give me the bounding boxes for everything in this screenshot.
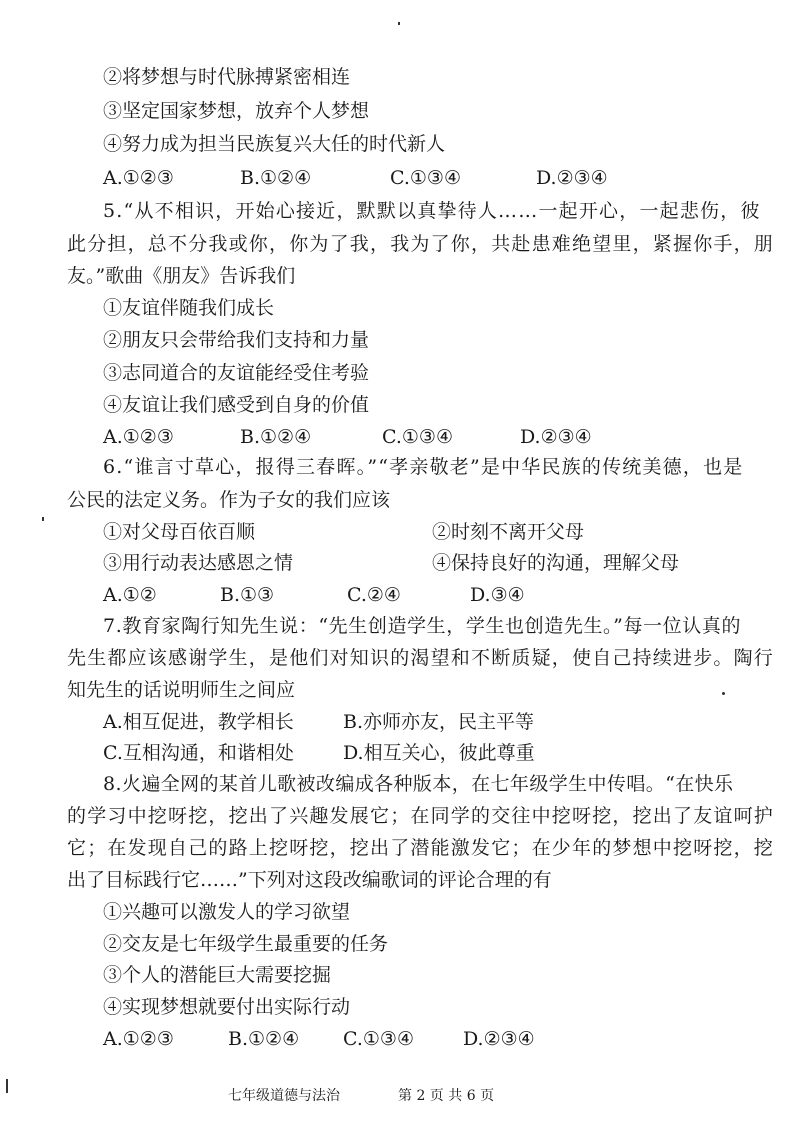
- q5-option-c: C.①③④: [382, 426, 453, 448]
- q6-stem-line-1: 6.“谁言寸草心，报得三春晖。”“孝亲敬老”是中华民族的传统美德，也是: [103, 456, 744, 478]
- q5-item-2: ②朋友只会带给我们支持和力量: [103, 329, 370, 351]
- q8-item-4: ④实现梦想就要付出实际行动: [103, 996, 351, 1018]
- q4-item-3: ③坚定国家梦想，放弃个人梦想: [103, 100, 370, 122]
- q5-option-d: D.②③④: [520, 426, 592, 448]
- q8-item-3: ③个人的潜能巨大需要挖掘: [103, 964, 332, 986]
- footer-subject: 七年级道德与法治: [228, 1088, 340, 1104]
- scan-edge-mark: [6, 1079, 8, 1093]
- q6-option-d: D.③④: [470, 584, 525, 606]
- footer-page-number: 第 2 页 共 6 页: [398, 1088, 495, 1104]
- q6-item-2: ②时刻不离开父母: [432, 521, 585, 543]
- q6-option-b: B.①③: [220, 584, 275, 606]
- q8-stem-line-3: 它；在发现自己的路上挖呀挖，挖出了潜能激发它；在少年的梦想中挖呀挖，挖: [67, 837, 775, 859]
- q8-option-b: B.①②④: [228, 1028, 300, 1050]
- q5-item-1: ①友谊伴随我们成长: [103, 297, 275, 319]
- q4-option-a: A.①②③: [103, 167, 174, 189]
- q4-item-4: ④努力成为担当民族复兴大任的时代新人: [103, 133, 446, 155]
- q5-stem-line-2: 此分担，总不分我或你，你为了我，我为了你，共赴患难绝望里，紧握你手，朋: [67, 233, 775, 255]
- scan-speck: [722, 692, 725, 695]
- q4-option-b: B.①②④: [240, 167, 312, 189]
- q8-stem-line-1: 8.火遍全网的某首儿歌被改编成各种版本，在七年级学生中传唱。“在快乐: [103, 773, 734, 795]
- q8-stem-line-2: 的学习中挖呀挖，挖出了兴趣发展它；在同学的交往中挖呀挖，挖出了友谊呵护: [67, 805, 775, 827]
- q8-option-c: C.①③④: [343, 1028, 414, 1050]
- q7-stem-line-3: 知先生的话说明师生之间应: [67, 679, 296, 701]
- q7-option-d: D.相互关心，彼此尊重: [343, 742, 535, 764]
- q8-item-2: ②交友是七年级学生最重要的任务: [103, 933, 389, 955]
- q4-option-c: C.①③④: [390, 167, 461, 189]
- q5-stem-line-1: 5.“从不相识，开始心接近，默默以真挚待人……一起开心，一起悲伤，彼: [103, 200, 761, 222]
- q6-item-1: ①对父母百依百顺: [103, 521, 256, 543]
- q6-item-3: ③用行动表达感恩之情: [103, 552, 294, 574]
- scan-speck: [42, 517, 44, 521]
- q5-option-b: B.①②④: [240, 426, 312, 448]
- q8-option-d: D.②③④: [463, 1028, 535, 1050]
- q8-stem-line-4: 出了目标践行它……”下列对这段改编歌词的评论合理的有: [67, 869, 552, 891]
- q6-stem-line-2: 公民的法定义务。作为子女的我们应该: [67, 489, 391, 511]
- q8-option-a: A.①②③: [103, 1028, 174, 1050]
- q5-stem-line-3: 友。”歌曲《朋友》告诉我们: [67, 265, 296, 287]
- q6-option-a: A.①②: [103, 584, 157, 606]
- q7-stem-line-2: 先生都应该感谢学生，是他们对知识的渴望和不断质疑，使自己持续进步。陶行: [67, 647, 775, 669]
- q7-option-c: C.互相沟通，和谐相处: [103, 742, 294, 764]
- q5-option-a: A.①②③: [103, 426, 174, 448]
- q6-item-4: ④保持良好的沟通，理解父母: [432, 552, 680, 574]
- q5-item-4: ④友谊让我们感受到自身的价值: [103, 394, 370, 416]
- q6-option-c: C.②④: [347, 584, 401, 606]
- scan-speck: [398, 22, 400, 25]
- q7-option-a: A.相互促进，教学相长: [103, 711, 294, 733]
- q7-option-b: B.亦师亦友，民主平等: [343, 711, 535, 733]
- q8-item-1: ①兴趣可以激发人的学习欲望: [103, 901, 351, 923]
- q5-item-3: ③志同道合的友谊能经受住考验: [103, 362, 370, 384]
- q4-option-d: D.②③④: [536, 167, 608, 189]
- q4-item-2: ②将梦想与时代脉搏紧密相连: [103, 66, 351, 88]
- q7-stem-line-1: 7.教育家陶行知先生说：“先生创造学生，学生也创造先生。”每一位认真的: [103, 615, 742, 637]
